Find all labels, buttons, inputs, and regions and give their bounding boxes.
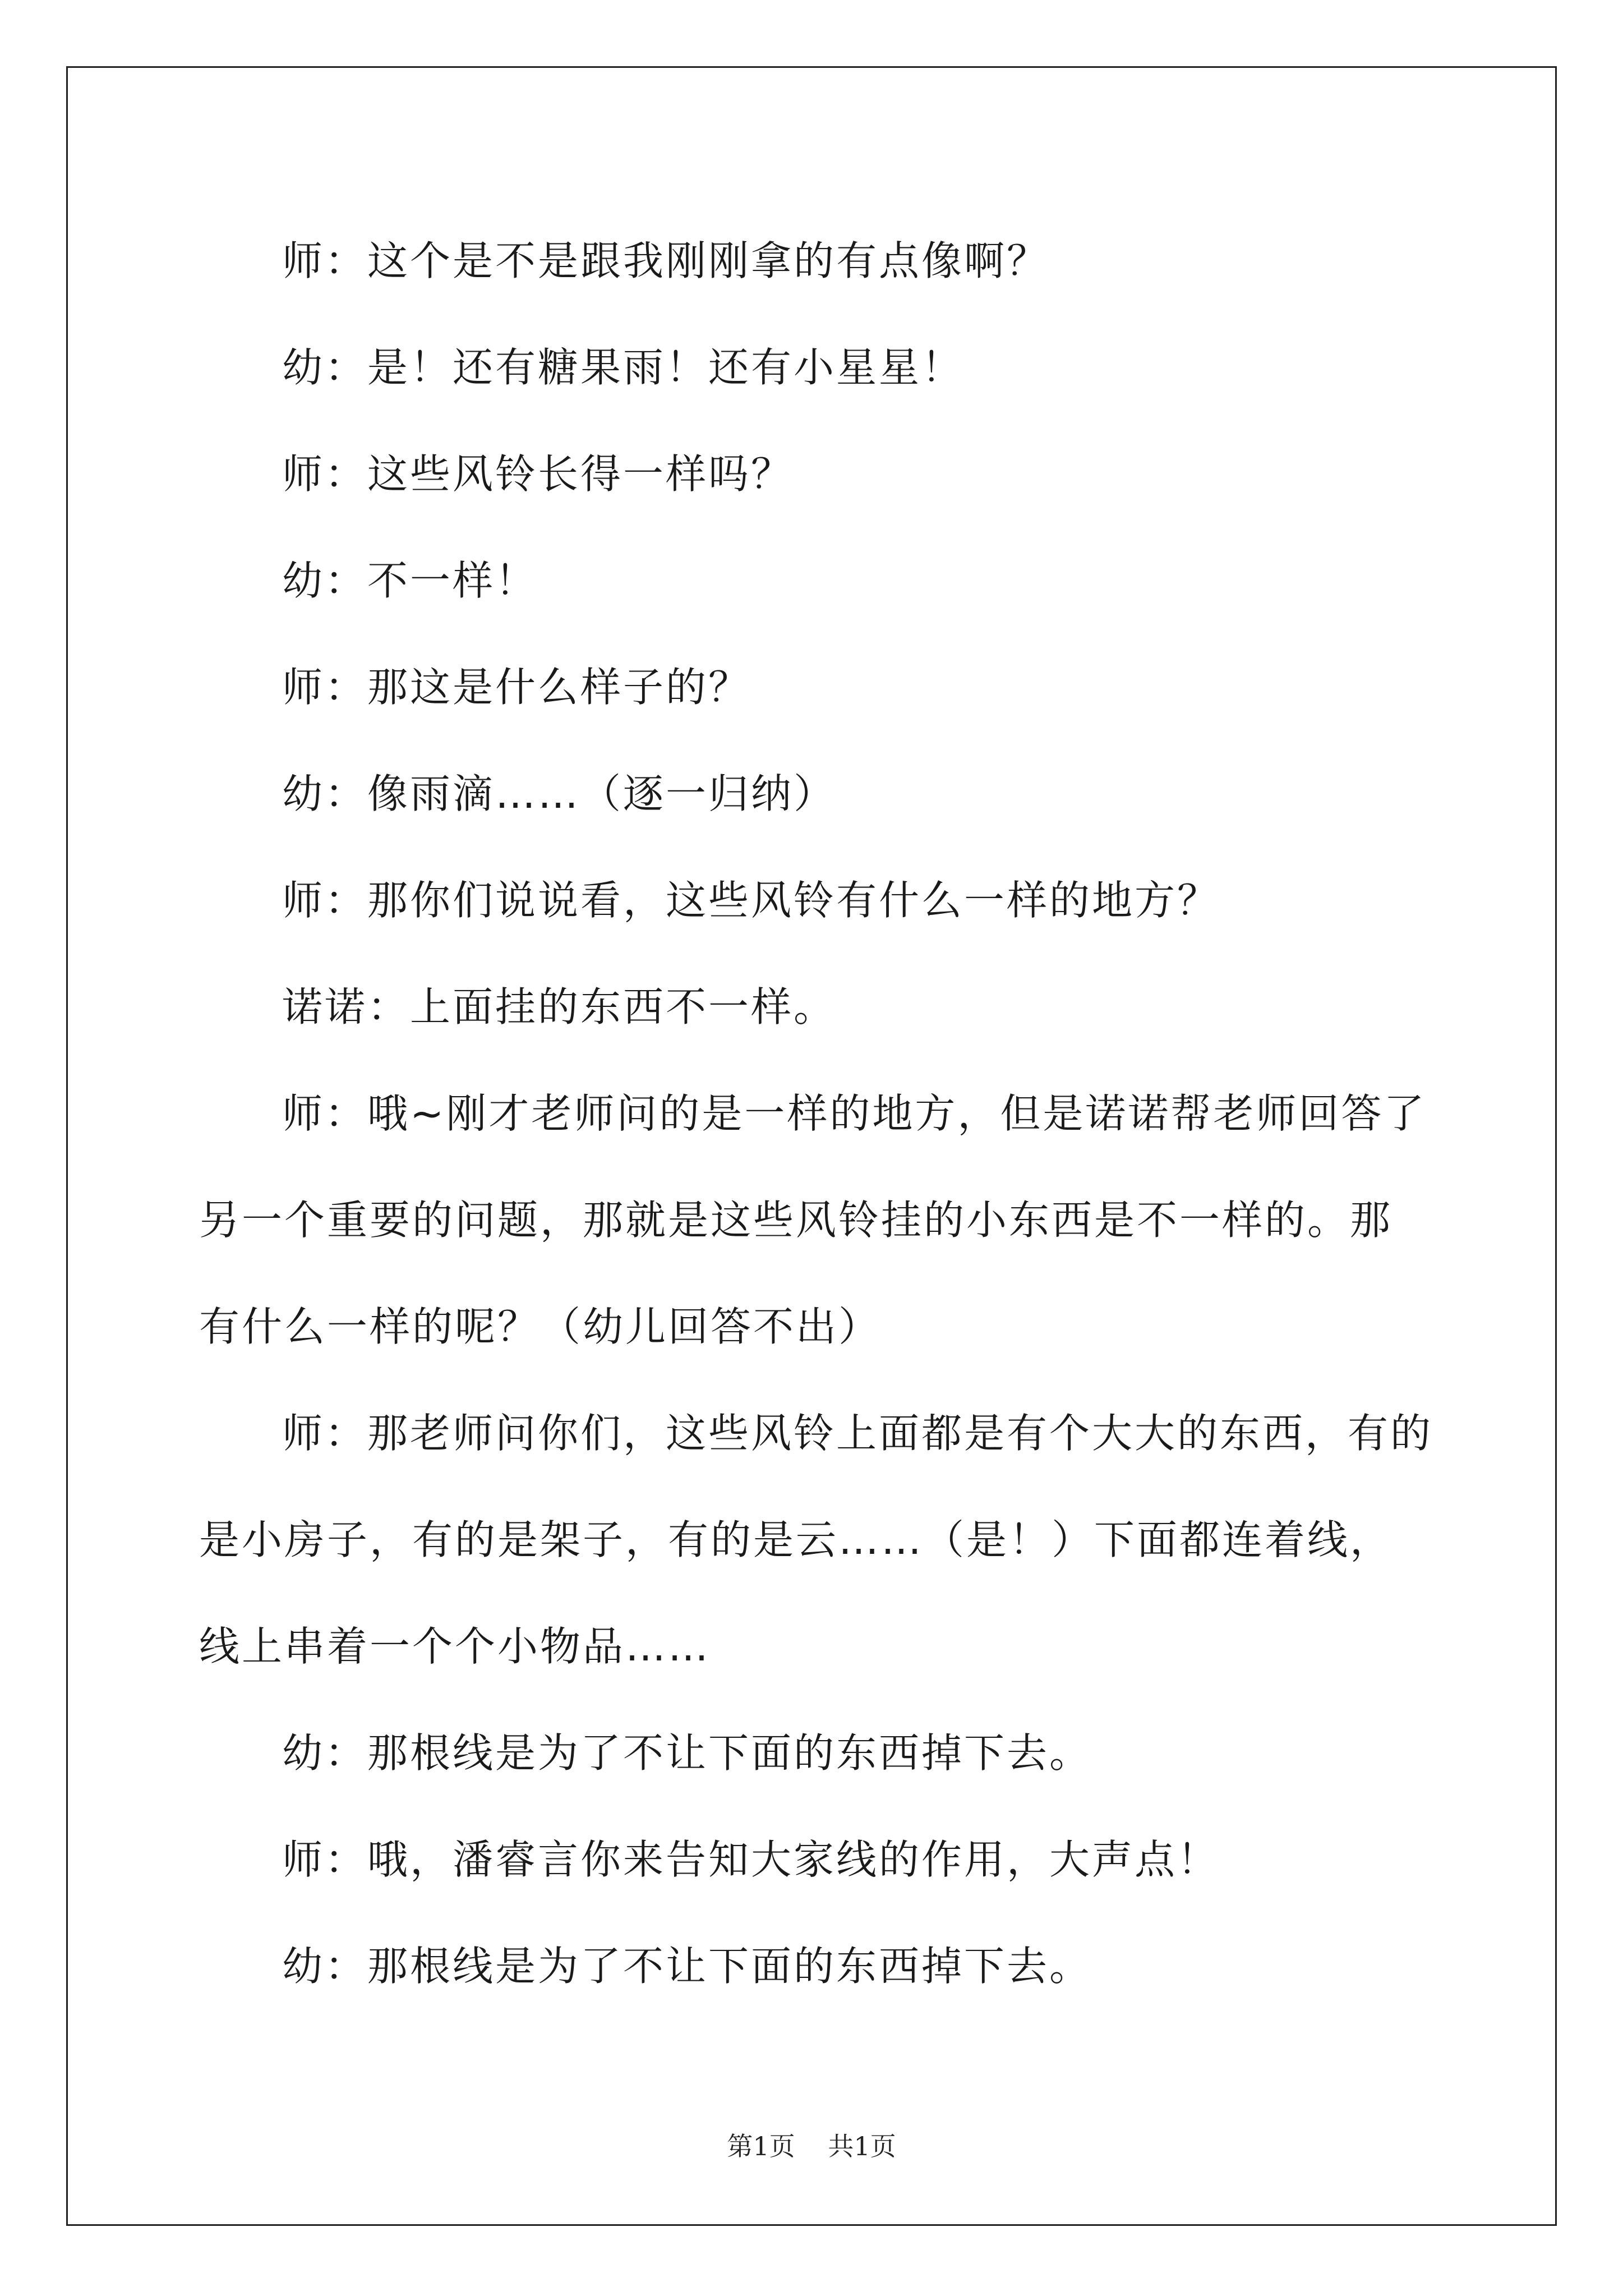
document-body <box>199 208 1433 2019</box>
paragraph: 幼：那根线是为了不让下面的东西掉下去。 <box>282 1943 1092 1990</box>
paragraph: 幼：像雨滴……（逐一归纳） <box>282 770 837 817</box>
paragraph: 幼：那根线是为了不让下面的东西掉下去。 <box>282 1729 1092 1777</box>
paragraph: 师：那你们说说看，这些风铃有什么一样的地方？ <box>282 877 1220 924</box>
paragraph: 师：哦，潘睿言你来告知大家线的作用，大声点！ <box>282 1836 1220 1883</box>
page-number-total: 共1页 <box>828 2131 896 2161</box>
paragraph: 师：这个是不是跟我刚刚拿的有点像啊？ <box>282 237 1050 284</box>
paragraph: 幼：是！还有糖果雨！还有小星星！ <box>282 344 965 391</box>
page-footer <box>0 2126 1623 2163</box>
paragraph: 师：那这是什么样子的？ <box>282 664 751 711</box>
paragraph: 师：哦~刚才老师问的是一样的地方，但是诺诺帮老师回答了另一个重要的问题，那就是这些风铃挂的小东西是不一样的。那有什么一样的呢？（幼儿回答不出） <box>199 1090 1427 1350</box>
paragraph: 诺诺：上面挂的东西不一样。 <box>282 983 837 1030</box>
paragraph: 师：这些风铃长得一样吗？ <box>282 450 794 498</box>
paragraph: 幼：不一样！ <box>282 557 538 604</box>
paragraph: 师：那老师问你们，这些风铃上面都是有个大大的东西，有的是小房子，有的是架子，有的是云……（是！）下面都连着线，线上串着一个个小物品…… <box>199 1410 1433 1670</box>
page-number-current: 第1页 <box>727 2131 795 2161</box>
